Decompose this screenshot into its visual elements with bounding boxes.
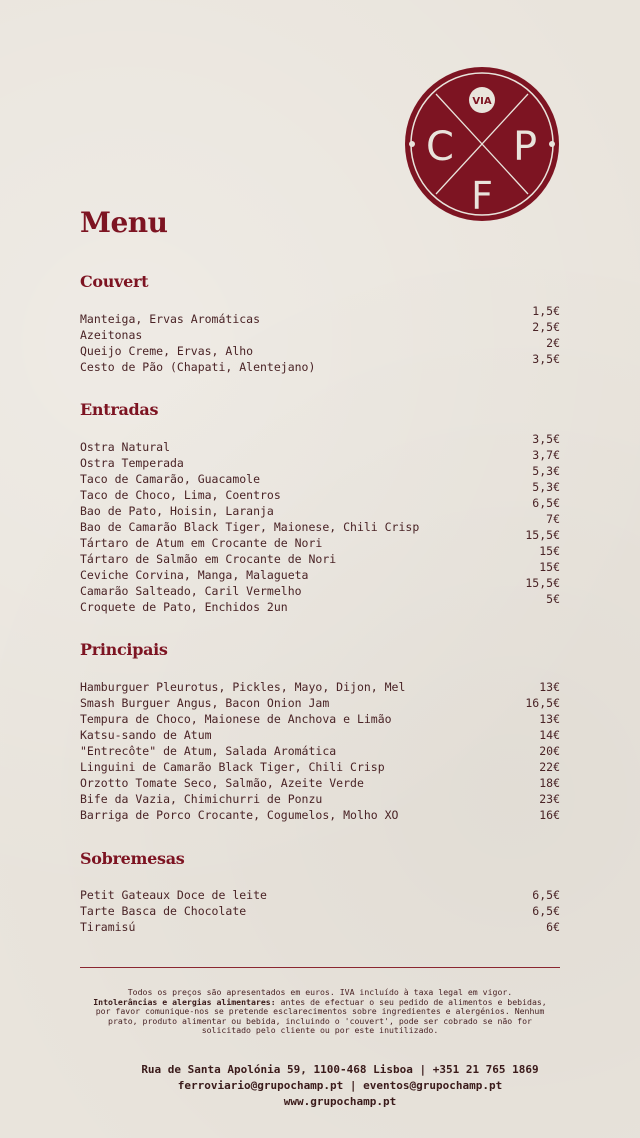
item-name: Croquete de Pato, Enchidos 2un bbox=[80, 600, 288, 614]
section-title-sobremesas: Sobremesas bbox=[80, 849, 185, 868]
item-price: 13€ bbox=[539, 712, 560, 726]
menu-item bbox=[80, 496, 560, 519]
footer-website[interactable]: www.grupochamp.pt bbox=[283, 1095, 397, 1108]
item-name: Smash Burguer Angus, Bacon Onion Jam bbox=[80, 696, 330, 710]
item-name: Hamburguer Pleurotus, Pickles, Mayo, Dijon, Mel bbox=[80, 680, 406, 694]
item-price: 13€ bbox=[539, 680, 560, 694]
item-price: 20€ bbox=[539, 744, 560, 758]
menu-item bbox=[80, 887, 560, 903]
menu-item bbox=[80, 480, 560, 503]
menu-item bbox=[80, 711, 560, 727]
legal-line-1: Todos os preços são apresentados em euros. IVA incluído à taxa legal em vigor. bbox=[127, 987, 513, 997]
item-name: Taco de Choco, Lima, Coentros bbox=[80, 488, 281, 502]
entradas-list bbox=[80, 432, 560, 615]
item-name: Bao de Pato, Hoisin, Laranja bbox=[80, 504, 274, 518]
logo-top-text: VIA bbox=[472, 96, 492, 107]
logo-letter-p: P bbox=[512, 124, 538, 170]
menu-item bbox=[80, 775, 560, 791]
restaurant-logo bbox=[404, 66, 560, 222]
menu-item bbox=[80, 592, 560, 615]
item-price: 15,5€ bbox=[525, 576, 560, 590]
item-price: 3,7€ bbox=[532, 448, 560, 462]
menu-item bbox=[80, 919, 560, 935]
item-price: 16,5€ bbox=[525, 696, 560, 710]
item-name: Ostra Natural bbox=[80, 440, 171, 454]
item-name: Orzotto Tomate Seco, Salmão, Azeite Verde bbox=[80, 776, 364, 790]
page-title: Menu bbox=[80, 206, 168, 239]
item-name: Linguini de Camarão Black Tiger, Chili Crisp bbox=[80, 760, 385, 774]
item-name: Tártaro de Salmão em Crocante de Nori bbox=[80, 552, 337, 566]
item-price: 14€ bbox=[539, 728, 560, 742]
item-name: Bife da Vazia, Chimichurri de Ponzu bbox=[80, 792, 323, 806]
item-price: 6,5€ bbox=[532, 496, 560, 510]
item-name: Bao de Camarão Black Tiger, Maionese, Chili Crisp bbox=[80, 520, 420, 534]
item-name: Tarte Basca de Chocolate bbox=[80, 904, 247, 918]
menu-item bbox=[80, 448, 560, 471]
item-name: Taco de Camarão, Guacamole bbox=[80, 472, 261, 486]
logo-letter-c: C bbox=[426, 124, 454, 170]
item-price: 5,3€ bbox=[532, 480, 560, 494]
item-price: 6,5€ bbox=[532, 904, 560, 918]
menu-item bbox=[80, 304, 560, 327]
footer-contact bbox=[80, 1062, 560, 1110]
logo-letter-f: F bbox=[471, 174, 493, 218]
menu-item bbox=[80, 807, 560, 823]
item-name: "Entrecôte" de Atum, Salada Aromática bbox=[80, 744, 337, 758]
menu-item bbox=[80, 791, 560, 807]
divider bbox=[80, 967, 560, 968]
section-title-principais: Principais bbox=[80, 640, 168, 659]
item-price: 2,5€ bbox=[532, 320, 560, 334]
item-name: Petit Gateaux Doce de leite bbox=[80, 888, 267, 902]
menu-item bbox=[80, 903, 560, 919]
menu-item bbox=[80, 352, 560, 375]
item-name: Azeitonas bbox=[80, 328, 143, 342]
menu-item bbox=[80, 336, 560, 359]
menu-item bbox=[80, 576, 560, 599]
menu-item bbox=[80, 679, 560, 695]
legal-notice bbox=[90, 988, 550, 1036]
item-price: 3,5€ bbox=[532, 352, 560, 366]
menu-item bbox=[80, 432, 560, 455]
sobremesas-list bbox=[80, 887, 560, 935]
menu-item bbox=[80, 759, 560, 775]
legal-allergy-heading: Intolerâncias e alergias alimentares: bbox=[93, 996, 276, 1007]
footer-address: Rua de Santa Apolónia 59, 1100-468 Lisboa | +351 21 765 1869 bbox=[141, 1063, 539, 1076]
menu-item bbox=[80, 528, 560, 551]
item-name: Queijo Creme, Ervas, Alho bbox=[80, 344, 254, 358]
menu-item bbox=[80, 560, 560, 583]
menu-item bbox=[80, 544, 560, 567]
item-name: Ceviche Corvina, Manga, Malagueta bbox=[80, 568, 309, 582]
item-price: 6,5€ bbox=[532, 888, 560, 902]
item-price: 15€ bbox=[539, 560, 560, 574]
item-name: Camarão Salteado, Caril Vermelho bbox=[80, 584, 302, 598]
item-name: Katsu-sando de Atum bbox=[80, 728, 212, 742]
item-name: Manteiga, Ervas Aromáticas bbox=[80, 312, 261, 326]
menu-item bbox=[80, 512, 560, 535]
item-price: 23€ bbox=[539, 792, 560, 806]
menu-item bbox=[80, 727, 560, 743]
item-price: 3,5€ bbox=[532, 432, 560, 446]
item-price: 5,3€ bbox=[532, 464, 560, 478]
legal-allergy-text: antes de efectuar o seu pedido de alimentos e bebidas, por favor comunique-nos se pretende esclarecimentos sobre ingredientes e alergénios. Nenhum prato, produto alimentar ou bebida, incluindo o 'couvert', pode ser cobrado se não for solicitado pelo cliente ou por este inutilizado. bbox=[95, 996, 547, 1035]
item-name: Ostra Temperada bbox=[80, 456, 184, 470]
menu-item bbox=[80, 695, 560, 711]
menu-item bbox=[80, 320, 560, 343]
item-price: 18€ bbox=[539, 776, 560, 790]
item-price: 1,5€ bbox=[532, 304, 560, 318]
item-price: 5€ bbox=[546, 592, 560, 606]
item-price: 15,5€ bbox=[525, 528, 560, 542]
item-name: Tártaro de Atum em Crocante de Nori bbox=[80, 536, 323, 550]
item-name: Tempura de Choco, Maionese de Anchova e Limão bbox=[80, 712, 392, 726]
principais-list bbox=[80, 679, 560, 823]
item-name: Cesto de Pão (Chapati, Alentejano) bbox=[80, 360, 316, 374]
couvert-list bbox=[80, 304, 560, 375]
item-price: 6€ bbox=[546, 920, 560, 934]
item-price: 2€ bbox=[546, 336, 560, 350]
menu-item bbox=[80, 464, 560, 487]
footer-emails: ferroviario@grupochamp.pt | eventos@grupochamp.pt bbox=[177, 1079, 503, 1092]
item-price: 16€ bbox=[539, 808, 560, 822]
section-title-entradas: Entradas bbox=[80, 400, 159, 419]
menu-item bbox=[80, 743, 560, 759]
section-title-couvert: Couvert bbox=[80, 272, 149, 291]
item-price: 15€ bbox=[539, 544, 560, 558]
item-name: Tiramisú bbox=[80, 920, 136, 934]
item-name: Barriga de Porco Crocante, Cogumelos, Molho XO bbox=[80, 808, 399, 822]
item-price: 7€ bbox=[546, 512, 560, 526]
item-price: 22€ bbox=[539, 760, 560, 774]
